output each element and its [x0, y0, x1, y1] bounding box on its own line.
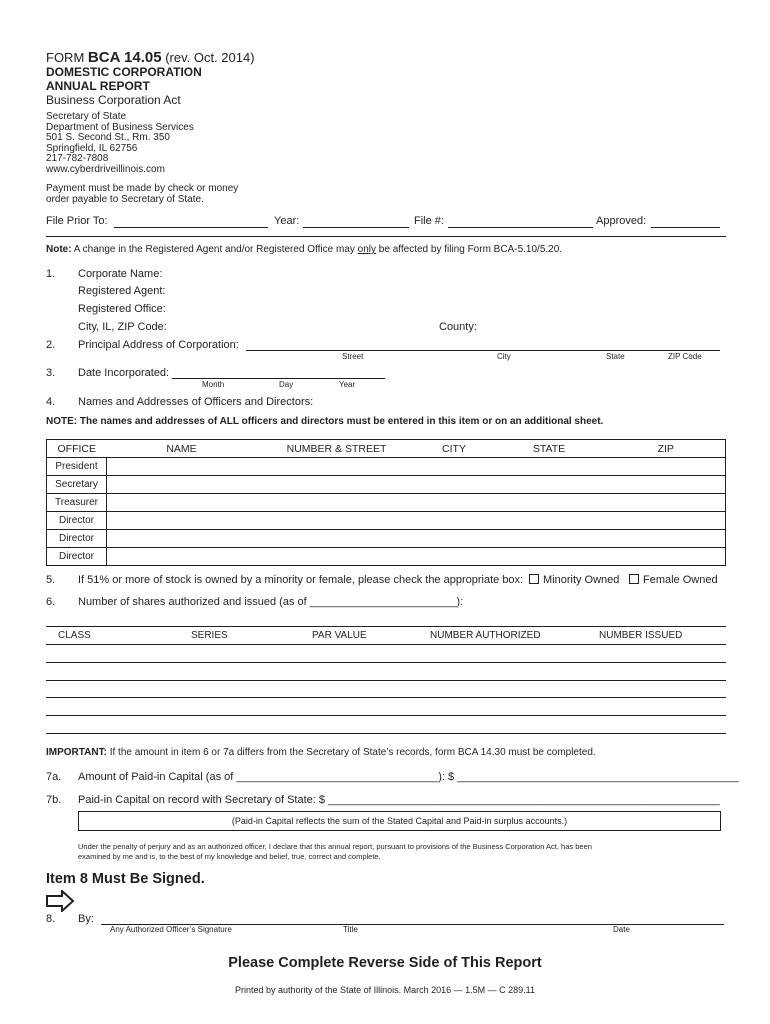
- ownership-question: If 51% or more of stock is owned by a minority or female, please check the appropriate box:: [78, 574, 524, 586]
- perjury-line: examined by me and is, to the best of my knowledge and belief, true, correct and complete.: [78, 852, 381, 861]
- column-header: PAR VALUE: [312, 630, 367, 641]
- paid-in-capital-record-line[interactable]: Paid-in Capital on record with Secretary of State: $ ________________________________________________________________: [78, 794, 720, 806]
- zip-caption: ZIP Code: [668, 352, 702, 361]
- principal-address-field[interactable]: [246, 350, 720, 351]
- form-number: BCA 14.05: [87, 49, 162, 66]
- date-caption: Date: [613, 925, 630, 934]
- arrow-right-icon: [45, 890, 75, 912]
- file-number-field[interactable]: [448, 227, 593, 228]
- month-caption: Month: [202, 380, 225, 389]
- year-caption: Year: [339, 380, 356, 389]
- file-prior-label: File Prior To:: [46, 215, 108, 227]
- file-number-label: File #:: [414, 215, 444, 227]
- date-incorporated-label: Date Incorporated:: [78, 367, 170, 379]
- column-header: CLASS: [58, 630, 91, 641]
- perjury-statement: [78, 842, 592, 862]
- approved-label: Approved:: [596, 215, 647, 227]
- form-revision: (rev. Oct. 2014): [165, 50, 255, 65]
- paid-in-capital-line[interactable]: Amount of Paid-in Capital (as of _________________________________): $ ______________________________________________: [78, 771, 739, 783]
- form-prefix: FORM: [46, 50, 85, 65]
- item-number: 6.: [46, 596, 56, 608]
- shares-row-line[interactable]: [46, 733, 726, 734]
- important-note: [46, 747, 596, 758]
- reverse-side-notice: Please Complete Reverse Side of This Report: [228, 955, 542, 971]
- item-number: 8.: [46, 913, 56, 925]
- item-number: 2.: [46, 339, 56, 351]
- perjury-line: Under the penalty of perjury and as an authorized officer, I declare that this annual report, pursuant to provisions of the Business Corporation Act, has been: [78, 842, 592, 851]
- officer-entry-field[interactable]: [107, 530, 726, 548]
- officer-entry-field[interactable]: [107, 458, 726, 476]
- office-cell: President: [47, 458, 107, 476]
- officer-entry-field[interactable]: [107, 476, 726, 494]
- office-cell: Secretary: [47, 476, 107, 494]
- column-header: NAME: [107, 440, 257, 458]
- title-caption: Title: [343, 925, 358, 934]
- item-number: 5.: [46, 574, 56, 586]
- date-incorporated-field[interactable]: [172, 378, 385, 379]
- column-header: NUMBER & STREET: [257, 440, 417, 458]
- shares-label: Number of shares authorized and issued (as of ________________________):: [78, 596, 464, 608]
- female-owned-option[interactable]: [629, 574, 718, 586]
- officers-label: Names and Addresses of Officers and Directors:: [78, 396, 314, 408]
- officer-entry-field[interactable]: [107, 512, 726, 530]
- printed-by-footer: Printed by authority of the State of Illinois. March 2016 — 1.5M — C 289.11: [235, 985, 535, 995]
- address-line: Department of Business Services: [46, 121, 194, 133]
- year-field[interactable]: [303, 227, 409, 228]
- address-line: Springfield, IL 62756: [46, 142, 138, 154]
- note-text: be affected by filing Form BCA-5.10/5.20.: [376, 244, 563, 255]
- divider: [46, 236, 726, 237]
- important-label: IMPORTANT:: [46, 747, 107, 758]
- table-row: [47, 494, 726, 512]
- column-header: CITY: [417, 440, 492, 458]
- principal-address-label: Principal Address of Corporation:: [78, 339, 239, 351]
- signature-caption: Any Authorized Officer’s Signature: [110, 925, 232, 934]
- year-label: Year:: [274, 215, 300, 227]
- payment-line: Payment must be made by check or money: [46, 183, 239, 194]
- office-cell: Treasurer: [47, 494, 107, 512]
- shares-row-line[interactable]: [46, 644, 726, 645]
- important-text: If the amount in item 6 or 7a differs from the Secretary of State’s records, form BCA 14.30 must be completed.: [106, 747, 596, 758]
- address-line: 501 S. Second St., Rm. 350: [46, 132, 170, 143]
- registered-agent-label: Registered Agent:: [78, 285, 166, 297]
- column-header: ZIP: [607, 440, 726, 458]
- item-number: 7a.: [46, 771, 62, 783]
- form-title-line1: DOMESTIC CORPORATION: [46, 65, 202, 79]
- officer-entry-field[interactable]: [107, 494, 726, 512]
- column-header: NUMBER AUTHORIZED: [430, 630, 541, 641]
- table-row: [47, 512, 726, 530]
- column-header: OFFICE: [47, 440, 107, 458]
- payment-note: [46, 184, 238, 205]
- note-label: Note:: [46, 244, 72, 255]
- agency-address: [46, 112, 194, 175]
- shares-row-line[interactable]: [46, 697, 726, 698]
- shares-row-line[interactable]: [46, 680, 726, 681]
- checkbox-icon[interactable]: [629, 574, 639, 584]
- corporate-name-label: Corporate Name:: [78, 268, 163, 280]
- minority-owned-label: Minority Owned: [543, 574, 620, 586]
- street-caption: Street: [342, 352, 364, 361]
- city-zip-label: City, IL, ZIP Code:: [78, 321, 167, 333]
- column-header: SERIES: [191, 630, 228, 641]
- shares-row-line[interactable]: [46, 715, 726, 716]
- office-cell: Director: [47, 512, 107, 530]
- shares-row-line[interactable]: [46, 662, 726, 663]
- item-number: 4.: [46, 396, 56, 408]
- file-prior-field[interactable]: [114, 227, 268, 228]
- column-header: STATE: [492, 440, 607, 458]
- shares-table-top-rule: [46, 626, 726, 627]
- state-caption: State: [606, 352, 625, 361]
- address-line: Secretary of State: [46, 111, 127, 122]
- table-row: [47, 458, 726, 476]
- agency-website: www.cyberdriveillinois.com: [46, 163, 165, 175]
- day-caption: Day: [279, 380, 294, 389]
- act-name: Business Corporation Act: [46, 93, 181, 107]
- item-number: 1.: [46, 268, 56, 280]
- city-caption: City: [497, 352, 511, 361]
- note-text: A change in the Registered Agent and/or Registered Office may: [71, 244, 358, 255]
- table-row: [47, 476, 726, 494]
- officers-note: NOTE: The names and addresses of ALL officers and directors must be entered in this item or on an additional sheet.: [46, 416, 604, 427]
- agent-change-note: [46, 244, 562, 255]
- table-header-row: [47, 440, 726, 458]
- paid-in-capital-note-box: (Paid-in Capital reflects the sum of the Stated Capital and Paid-in surplus accounts.): [78, 811, 721, 831]
- officer-entry-field[interactable]: [107, 548, 726, 566]
- female-owned-label: Female Owned: [643, 574, 718, 586]
- item-number: 7b.: [46, 794, 62, 806]
- agency-phone: 217-782-7808: [46, 153, 109, 164]
- form-id: [46, 49, 255, 66]
- item-number: 3.: [46, 367, 56, 379]
- payment-line: order payable to Secretary of State.: [46, 193, 204, 205]
- signature-heading: Item 8 Must Be Signed.: [46, 871, 205, 887]
- table-row: [47, 548, 726, 566]
- note-only: only: [357, 244, 377, 255]
- office-cell: Director: [47, 548, 107, 566]
- form-title-line2: ANNUAL REPORT: [46, 79, 150, 93]
- registered-office-label: Registered Office:: [78, 303, 166, 315]
- column-header: NUMBER ISSUED: [599, 630, 683, 641]
- approved-field[interactable]: [651, 227, 720, 228]
- table-row: [47, 530, 726, 548]
- office-cell: Director: [47, 530, 107, 548]
- officers-table: [46, 439, 726, 566]
- minority-owned-option[interactable]: [529, 574, 619, 586]
- by-label: By:: [78, 913, 94, 925]
- county-label: County:: [439, 321, 477, 333]
- checkbox-icon[interactable]: [529, 574, 539, 584]
